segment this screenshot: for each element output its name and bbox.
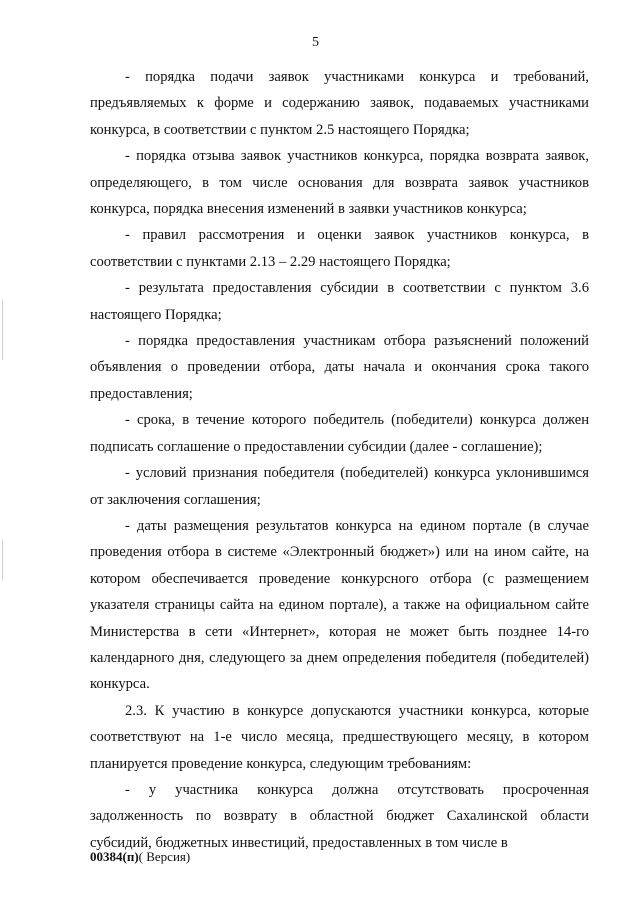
scan-edge-mark xyxy=(2,300,3,360)
paragraph-list-item: - условий признания победителя (победителей) конкурса уклонившимся от заключения соглашения; xyxy=(90,465,589,508)
paragraph-list-item: - у участника конкурса должна отсутствовать просроченная задолженность по возврату в областной бюджет Сахалинской области субсидий, бюджетных инвестиций, предоставленных в том числе в xyxy=(90,781,589,851)
paragraph-list-item: - порядка отзыва заявок участников конкурса, порядка возврата заявок, определяющего, в том числе основания для возврата заявок участников конкурса, порядка внесения изменений в заявки участников конкурса; xyxy=(90,148,589,218)
paragraph-list-item: - срока, в течение которого победитель (победители) конкурса должен подписать соглашение о предоставлении субсидии (далее - соглашение); xyxy=(90,412,589,455)
page-number: 5 xyxy=(312,35,319,50)
document-version: ( Версия) xyxy=(138,849,191,864)
document-body xyxy=(90,64,589,856)
document-code: 00384(п) xyxy=(90,849,139,864)
paragraph-section-2-3: 2.3. К участию в конкурсе допускаются участники конкурса, которые соответствуют на 1-е число месяца, предшествующего месяцу, в котором планируется проведение конкурса, следующим требованиям: xyxy=(90,702,589,772)
paragraph-list-item: - правил рассмотрения и оценки заявок участников конкурса, в соответствии с пунктами 2.13 – 2.29 настоящего Порядка; xyxy=(90,227,589,270)
document-footer xyxy=(90,848,190,866)
paragraph-list-item: - даты размещения результатов конкурса на едином портале (в случае проведения отбора в системе «Электронный бюджет») или на ином сайте, на котором обеспечивается проведение конкурсного отбора (с размещением указателя страницы сайта на едином портале), а также на официальном сайте Министерства в сети «Интернет», которая не может быть позднее 14-го календарного дня, следующего за днем определения победителя (победителей) конкурса. xyxy=(90,517,589,693)
paragraph-list-item: - результата предоставления субсидии в соответствии с пунктом 3.6 настоящего Порядка; xyxy=(90,280,589,323)
paragraph-list-item: - порядка предоставления участникам отбора разъяснений положений объявления о проведении отбора, даты начала и окончания срока такого предоставления; xyxy=(90,333,589,402)
paragraph-list-item: - порядка подачи заявок участниками конкурса и требований, предъявляемых к форме и содержанию заявок, подаваемых участниками конкурса, в соответствии с пунктом 2.5 настоящего Порядка; xyxy=(90,69,589,138)
scan-edge-mark xyxy=(2,540,3,580)
